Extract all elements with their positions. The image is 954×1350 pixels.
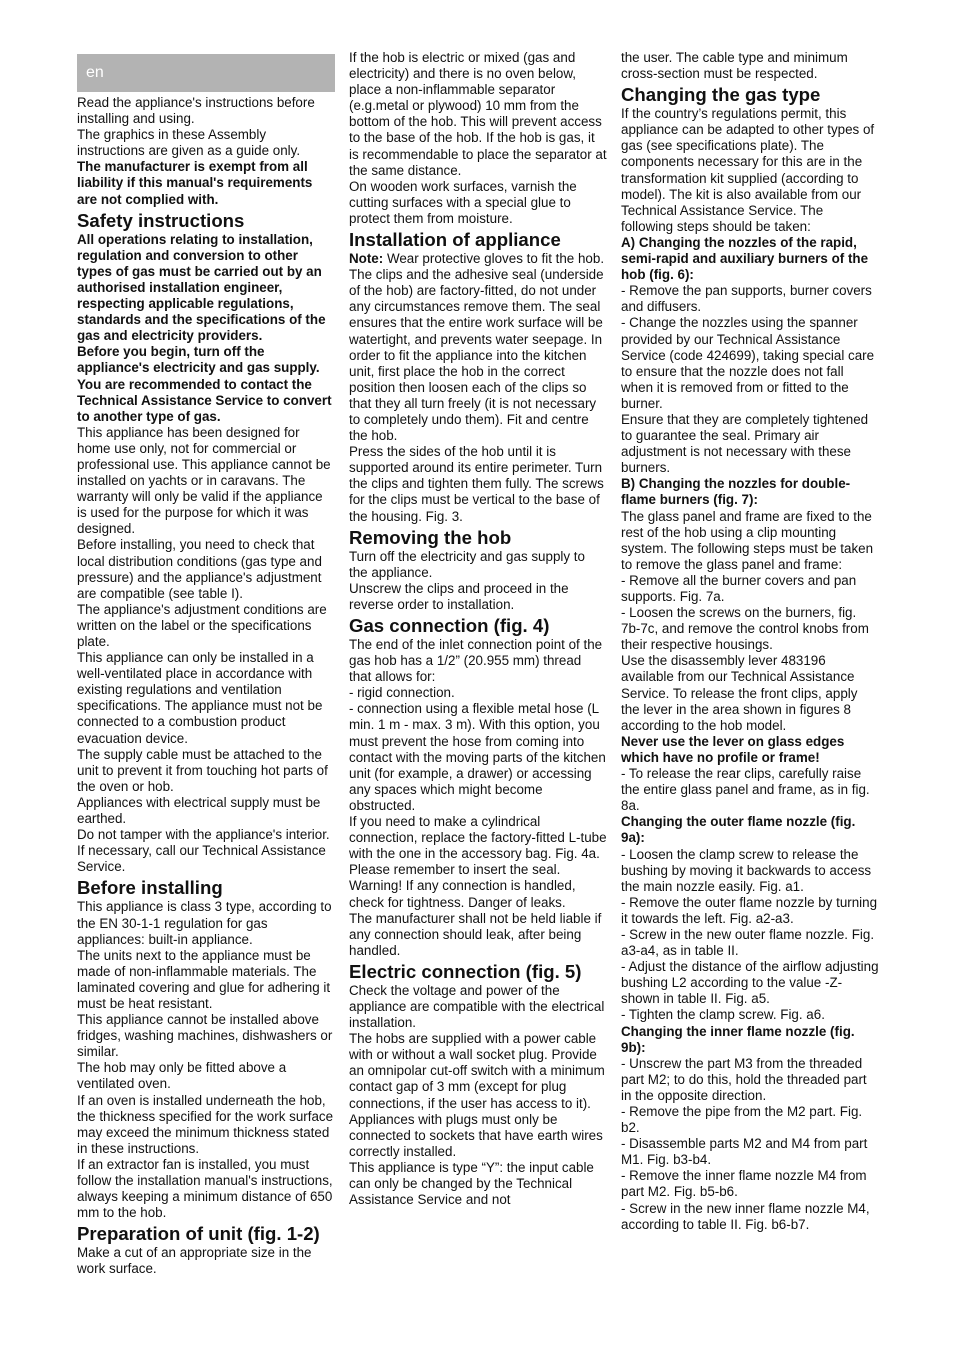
paragraph: - rigid connection. [349,685,455,701]
paragraph: - Remove all the burner covers and pan supports. Fig. 7a. [621,572,857,604]
section-heading: Installation of appliance [349,229,561,251]
paragraph: If you need to make a cylindrical connection, replace the factory-fitted L-tube with the one in the accessory bag. Fig. 4a. [349,814,607,862]
paragraph: This appliance has been designed for home use only, not for commercial or professional use. This appliance cannot be installed on yachts or in caravans. The warranty will only be valid if the appliance is used for the purpose for which it was designed. [77,424,331,537]
note-label: Note: [349,251,384,267]
paragraph: Ensure that they are completely tightened to guarantee the seal. Primary air adjustment is not necessary with these burners. [621,411,869,476]
section-heading: Gas connection (fig. 4) [349,615,550,636]
paragraph: The units next to the appliance must be made of non-inflammable materials. The laminated covering and glue for adhering it must be heat resistant. [77,947,331,1011]
sub-heading: Changing the inner flame nozzle (fig. 9b): [621,1023,855,1055]
paragraph: - Adjust the distance of the airflow adjusting bushing L2 according to the value -Z- shown in table II. Fig. a5. [621,959,879,1007]
column-2 [349,50,607,1208]
language-label: en [86,64,104,81]
paragraph: - Tighten the clamp screw. Fig. a6. [621,1007,825,1023]
section-heading: Safety instructions [77,209,245,231]
paragraph: The supply cable must be attached to the unit to prevent it from touching hot parts of the oven or hob. [77,746,328,794]
paragraph: The hob may only be fitted above a ventilated oven. [77,1060,287,1092]
paragraph: - Remove the inner flame nozzle M4 from part M2. Fig. b5-b6. [621,1168,867,1200]
paragraph: Unscrew the clips and proceed in the reverse order to installation. [349,580,569,612]
paragraph: - Loosen the clamp screw to release the bushing by moving it backwards to access the main nozzle easily. Fig. a1. [621,846,872,894]
bold-paragraph: All operations relating to installation, regulation and conversion to other types of gas must be carried out by an authorised installation engineer, respecting applicable regulations, standards and the specifications of the gas and electricity providers. [77,231,326,344]
section-heading: Preparation of unit (fig. 1-2) [77,1223,320,1245]
paragraph: This appliance is class 3 type, according to the EN 30-1-1 regulation for gas appliances: built-in appliance. [77,899,332,947]
sub-heading: A) Changing the nozzles of the rapid, semi-rapid and auxiliary burners of the hob (fig. 6): [621,234,869,283]
paragraph: If an oven is installed underneath the hob, the thickness specified for the work surface may exceed the minimum thickness stated in these instructions. [77,1092,334,1156]
paragraph: - Loosen the screws on the burners, fig. 7b-7c, and remove the control knobs from their respective housings. [621,605,869,653]
paragraph: - To release the rear clips, carefully raise the entire glass panel and frame, as in fig. 8a. [621,766,870,814]
bold-paragraph: You are recommended to contact the Technical Assistance Service to convert to another type of gas. [77,376,332,424]
section-heading: Removing the hob [349,526,512,548]
paragraph: - Unscrew the part M3 from the threaded part M2; to do this, hold the threaded part in the opposite direction. [621,1055,867,1103]
language-tab [77,54,335,92]
column-2-content [349,50,607,1208]
paragraph: The end of the inlet connection point of the gas hob has a 1/2” (20.955 mm) thread that allows for: [349,637,603,685]
sub-heading: Changing the outer flame nozzle (fig. 9a): [621,814,856,846]
section-heading: Before installing [77,877,223,899]
paragraph: Appliances with electrical supply must be earthed. [77,794,321,827]
paragraph: Before installing, you need to check that local distribution conditions (gas type and pressure) and the appliance's adjustment are compatible (see table I). [77,537,322,601]
paragraph: - connection using a flexible metal hose (L min. 1 m - max. 3 m). With this option, you must prevent the hose from coming into contact with the moving parts of the kitchen unit (for example, a drawer) or accessing any spaces which might become obstructed. [349,701,606,813]
paragraph: Press the sides of the hob until it is supported around its entire perimeter. Turn the clips and tighten them fully. The screws for the clips must be vertical to the base of the housing. Fig. 3. [349,444,604,524]
column-1 [77,50,335,1277]
column-3 [621,50,879,1233]
note-text: Wear protective gloves to fit the hob. [383,251,605,267]
paragraph: The appliance's adjustment conditions are written on the label or the specifications plate. [77,601,327,649]
paragraph: - Remove the pipe from the M2 part. Fig. b2. [621,1104,863,1136]
paragraph: This appliance can only be installed in a well-ventilated place in accordance with existing regulations and ventilation specifications. The appliance must not be connected to a combustion product evacuation device. [77,650,323,746]
paragraph: This appliance is type “Y”: the input cable can only be changed by the Technical Assistance Service and not [349,1159,594,1208]
paragraph: On wooden work surfaces, varnish the cutting surfaces with a special glue to protect them from moisture. [349,178,577,226]
paragraph: Check the voltage and power of the appliance are compatible with the electrical installation. [349,982,605,1031]
paragraph: The graphics in these Assembly instructions are given as a guide only. [77,127,301,159]
paragraph: If an extractor fan is installed, you must follow the installation manual's instructions, always keeping a minimum distance of 650 mm to the hob. [77,1156,333,1221]
paragraph: Warning! If any connection is handled, check for tightness. Danger of leaks. [349,878,576,910]
paragraph: If the hob is electric or mixed (gas and electricity) and there is no oven below, place a non-inflammable separator (e.g.metal or plywood) 10 mm from the bottom of the hob. This will prevent access to the base of the hob. If the hob is gas, it is recommendable to place the separator at the same distance. [349,50,607,178]
paragraph: The glass panel and frame are fixed to the rest of the hob using a clip mounting system. The following steps must be taken to remove the glass panel and frame: [621,508,874,572]
paragraph: - Screw in the new inner flame nozzle M4, according to table II. Fig. b6-b7. [621,1200,870,1232]
paragraph: Use the disassembly lever 483196 available from our Technical Assistance Service. To release the front clips, apply the lever in the area shown in figures 8 according to the hob model. [621,653,858,733]
paragraph: - Change the nozzles using the spanner provided by our Technical Assistance Service (code 424699), taking special care to ensure that the nozzle does not fall when it is removed from or fitted to the burner. [621,315,875,411]
section-heading: Changing the gas type [621,84,821,106]
paragraph: Turn off the electricity and gas supply to the appliance. [349,548,585,580]
section-heading: Electric connection (fig. 5) [349,960,582,982]
paragraph: Read the appliance's instructions before installing and using. [77,95,315,127]
paragraph: - Remove the outer flame nozzle by turning it towards the left. Fig. a2-a3. [621,894,878,926]
column-1-content [77,95,335,1277]
bold-paragraph: Before you begin, turn off the appliance's electricity and gas supply. [77,344,320,376]
paragraph: This appliance cannot be installed above fridges, washing machines, dishwashers or similar. [77,1012,333,1060]
paragraph: - Disassemble parts M2 and M4 from part M1. Fig. b3-b4. [621,1136,868,1168]
paragraph: If the country’s regulations permit, this appliance can be adapted to other types of gas (see specifications plate). The components necessary for this are in the transformation kit supplied (according to model). The kit is also available from our Technical Assistance Service. The following steps should be taken: [621,106,875,234]
paragraph: - Screw in the new outer flame nozzle. Fig. a3-a4, as in table II. [621,926,875,959]
bold-paragraph: The manufacturer is exempt from all liability if this manual's requirements are not complied with. [77,159,313,207]
paragraph: - Remove the pan supports, burner covers and diffusers. [621,283,872,315]
paragraph: Do not tamper with the appliance's interior. If necessary, call our Technical Assistance Service. [77,827,330,875]
paragraph: The manufacturer shall not be held liable if any connection should leak, after being handled. [349,910,602,958]
paragraph: Appliances with plugs must only be connected to sockets that have earth wires correctly installed. [349,1111,603,1159]
sub-heading: Never use the lever on glass edges which have no profile or frame! [621,733,845,765]
paragraph: The hobs are supplied with a power cable with or without a wall socket plug. Provide an omnipolar cut-off switch with a minimum contact gap of 3 mm (except for plug connections, if the user has access to it). [349,1031,605,1111]
paragraph: Please remember to insert the seal. [349,862,561,878]
sub-heading: B) Changing the nozzles for double-flame burners (fig. 7): [621,476,851,508]
paragraph: the user. The cable type and minimum cross-section must be respected. [621,50,848,82]
note-paragraph [349,251,607,267]
column-3-content [621,50,879,1233]
paragraph: Make a cut of an appropriate size in the work surface. [77,1245,312,1277]
paragraph: The clips and the adhesive seal (underside of the hob) are factory-fitted, do not under any circumstances remove them. The seal ensures that the entire work surface will be watertight, and prevents water seepage. In order to fit the appliance into the kitchen unit, first place the hob in the correct position then loosen each of the clips so that they all turn freely (it is not necessary to completely undo them). Fit and centre the hob. [349,267,604,444]
